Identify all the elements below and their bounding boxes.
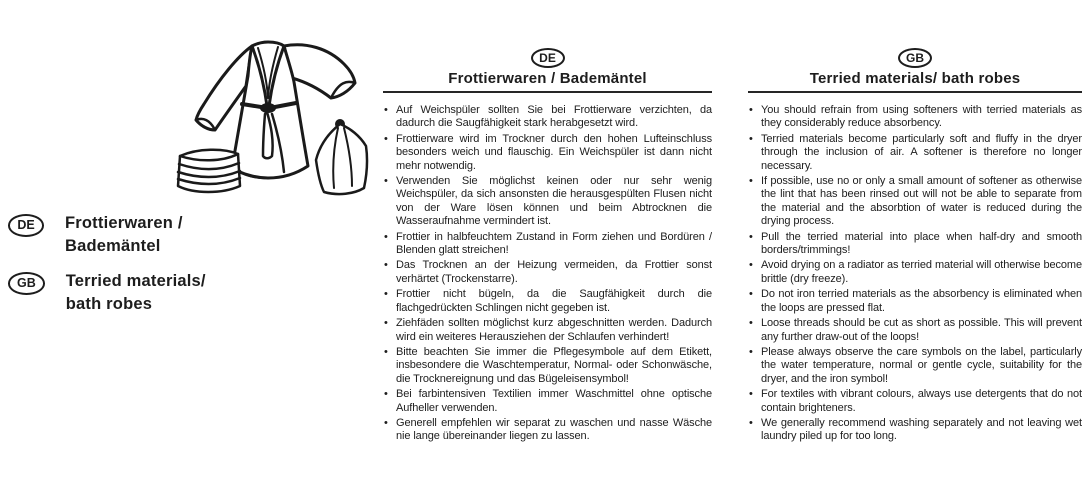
list-item-text: Bei farbintensiven Textilien immer Waschmittel ohne optische Aufheller verwenden. [396, 388, 712, 414]
left-label-gb [66, 270, 206, 316]
title-divider-rule [748, 91, 1082, 93]
title-divider-rule [383, 91, 712, 93]
bullet-icon: • [384, 317, 388, 330]
list-item-text: Terried materials become particularly soft and fluffy in the dryer through the inclusion of air. A softener is therefore no longer necessary. [761, 132, 1082, 172]
bullet-icon: • [749, 104, 753, 116]
list-item-text: You should refrain from using softeners with terried materials as they considerably reduce absorbency. [761, 104, 1082, 130]
gb-language-badge: GB [8, 272, 45, 295]
bullet-icon: • [384, 416, 388, 429]
list-item-text: Das Trocknen an der Heizung vermeiden, da Frottier sonst verhärtet (Trockenstarre). [396, 259, 712, 285]
list-item [383, 175, 712, 229]
english-column-header [748, 48, 1082, 93]
bullet-icon: • [749, 317, 753, 330]
list-item-text: Verwenden Sie möglichst keinen oder nur sehr wenig Weichspüler, da sich ansonsten die herausgespülten Flusen nicht von der Ware lösen können und beim Abtrocknen die Wasseraufnahme vermindert ist. [396, 175, 712, 228]
list-item [748, 417, 1082, 444]
bullet-icon: • [384, 230, 388, 243]
list-item [383, 346, 712, 386]
bullet-icon: • [384, 132, 388, 145]
list-item [748, 288, 1082, 315]
german-bullet-list [383, 104, 712, 444]
bullet-icon: • [384, 288, 388, 301]
bullet-icon: • [384, 388, 388, 401]
list-item [748, 104, 1082, 131]
bullet-icon: • [749, 288, 753, 301]
left-label-gb-line2: bath robes [65, 295, 153, 313]
english-bullet-list [748, 104, 1082, 444]
english-column [748, 48, 1082, 446]
bullet-icon: • [384, 175, 388, 188]
english-column-title: Terried materials/ bath robes [809, 70, 1021, 87]
list-item-text: Frottier in halbfeuchtem Zustand in Form ziehen und Bordüren / Blenden glatt streichen! [396, 230, 712, 257]
list-item [748, 133, 1082, 173]
list-item-text: Bitte beachten Sie immer die Pflegesymbole auf dem Etikett, insbesondere die Waschtemperatur, Normal- oder Schonwäsche, die Trocknereignung und das Bügeleisensymbol! [396, 345, 712, 385]
gb-language-badge: GB [898, 48, 932, 68]
left-entry-gb [8, 270, 206, 316]
list-item [383, 231, 712, 258]
left-label-de-line1: Frottierwaren / [65, 214, 183, 232]
german-column-title: Frottierwaren / Bademäntel [448, 70, 647, 87]
bathrobe-towels-illustration [168, 20, 373, 198]
list-item-text: Avoid drying on a radiator as terried material will otherwise become brittle (dry freeze). [761, 259, 1082, 285]
bullet-icon: • [749, 416, 753, 429]
list-item-text: If possible, use no or only a small amount of softener as otherwise the lint that has been rinsed out will not be able to separate from the material and the absorbtion of water is reduced during the drying process. [761, 175, 1082, 228]
list-item [748, 259, 1082, 286]
list-item [748, 388, 1082, 415]
left-entry-de [8, 212, 183, 258]
bullet-icon: • [749, 132, 753, 145]
list-item [383, 388, 712, 415]
list-item [748, 231, 1082, 258]
bullet-icon: • [749, 259, 753, 272]
list-item-text: Do not iron terried materials as the absorbency is eliminated when the loops are pressed flat. [761, 288, 1082, 314]
left-label-de [65, 212, 183, 258]
left-label-de-line2: Bademäntel [65, 237, 161, 255]
list-item-text: Pull the terried material into place when half-dry and smooth borders/trimmings! [761, 230, 1082, 257]
list-item [383, 259, 712, 286]
german-column-header [383, 48, 712, 93]
list-item [748, 175, 1082, 229]
list-item-text: We generally recommend washing separately and not leaving wet laundry piled up for too long. [761, 416, 1082, 443]
bullet-icon: • [749, 175, 753, 188]
list-item [383, 288, 712, 315]
bullet-icon: • [384, 104, 388, 116]
list-item [748, 317, 1082, 344]
list-item [383, 133, 712, 173]
bullet-icon: • [384, 259, 388, 272]
list-item [383, 317, 712, 344]
de-language-badge: DE [531, 48, 565, 68]
bullet-icon: • [749, 230, 753, 243]
left-label-gb-line1: Terried materials/ [65, 272, 206, 290]
de-language-badge: DE [8, 214, 44, 237]
list-item-text: Please always observe the care symbols on the label, particularly the water temperature, normal or gentle cycle, suitability for the dryer, and the iron symbol! [761, 345, 1082, 385]
list-item-text: For textiles with vibrant colours, always use detergents that do not contain brighteners. [761, 388, 1082, 414]
list-item-text: Auf Weichspüler sollten Sie bei Frottierware verzichten, da dadurch die Saugfähigkeit stark herabgesetzt wird. [396, 104, 712, 130]
bullet-icon: • [749, 388, 753, 401]
bullet-icon: • [749, 345, 753, 358]
list-item [383, 417, 712, 444]
bullet-icon: • [384, 345, 388, 358]
list-item-text: Frottier nicht bügeln, da die Saugfähigkeit durch die flachgedrückten Schlingen nicht gegeben ist. [396, 288, 712, 314]
list-item-text: Generell empfehlen wir separat zu waschen und nasse Wäsche nie lange übereinander liegen zu lassen. [396, 416, 712, 443]
list-item-text: Ziehfäden sollten möglichst kurz abgeschnitten werden. Dadurch wird ein weiteres Herausziehen der Schlaufen verhindert! [396, 317, 712, 343]
list-item-text: Loose threads should be cut as short as possible. This will prevent any further draw-out of the loops! [761, 317, 1082, 343]
list-item [383, 104, 712, 131]
german-column [383, 48, 712, 446]
list-item-text: Frottierware wird im Trockner durch den hohen Lufteinschluss besonders weich und flauschig. Ein Weichspüler ist dann nicht mehr notwendig. [396, 132, 712, 172]
list-item [748, 346, 1082, 386]
